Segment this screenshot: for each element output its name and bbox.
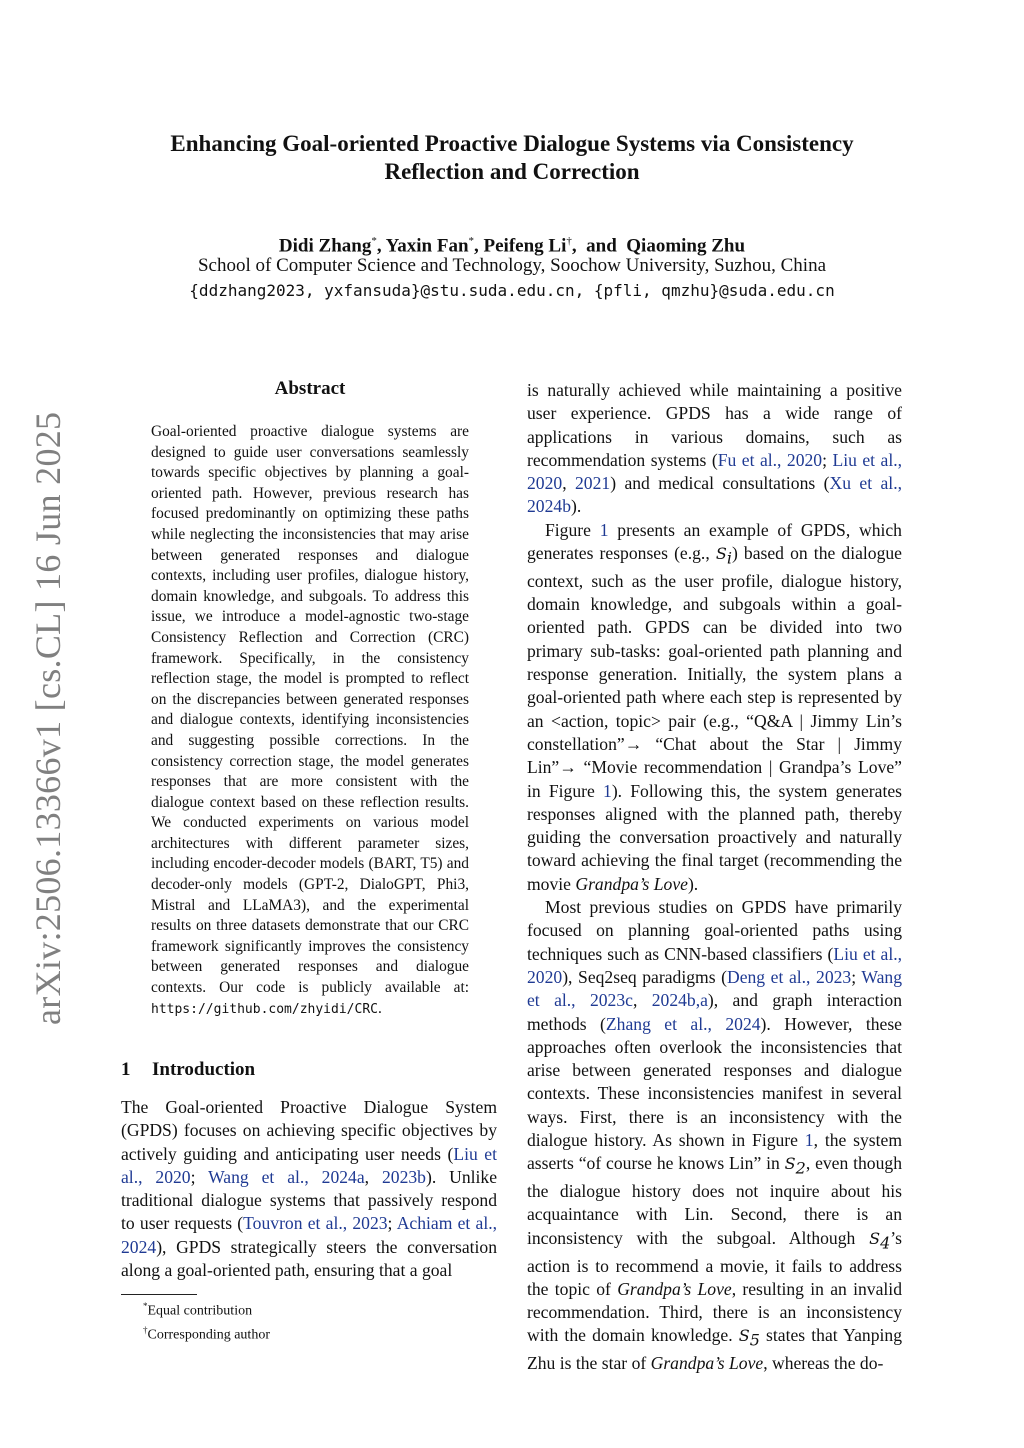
citation-link[interactable]: Xu et al., 2024b — [527, 473, 902, 517]
citation-sep: ; — [190, 1166, 209, 1187]
author-3: Peifeng Li — [483, 235, 567, 257]
citation-link[interactable]: Wang et al., 2024a — [208, 1166, 365, 1187]
title-line-2: Reflection and Correction — [384, 159, 640, 184]
author-2: Yaxin Fan — [385, 235, 469, 257]
citation-sep: , — [632, 990, 652, 1011]
body-text: ). — [570, 496, 582, 517]
body-text: , whereas the do- — [763, 1353, 884, 1374]
math-subscript: 4 — [880, 1233, 891, 1253]
section-number: 1 — [121, 1059, 131, 1080]
citation-link[interactable]: Touvron et al., 2023 — [243, 1213, 388, 1234]
author-list: Didi Zhang*, Yaxin Fan*, Peifeng Li†, and Qiaoming Zhu — [278, 235, 746, 257]
affiliation: School of Computer Science and Technology, Soochow University, Suzhou, China — [197, 255, 827, 276]
citation-link[interactable]: Liu et al., 2020 — [527, 943, 902, 987]
citation-sep: , — [562, 473, 575, 494]
figure-ref-link[interactable]: 1 — [804, 1130, 814, 1151]
section-title: Introduction — [152, 1059, 256, 1080]
author-4: Qiaoming Zhu — [626, 235, 746, 257]
citation-link[interactable]: Achiam et al., 2024 — [121, 1213, 498, 1257]
right-column — [527, 379, 902, 1376]
citation-link[interactable]: Zhang et al., 2024 — [605, 1013, 761, 1034]
intro-text: The Goal-oriented Proactive Dialogue System (GPDS) focuses on achieving specific objectives by actively guiding and anticipating user needs ( — [121, 1097, 497, 1164]
paragraph-previous-studies — [527, 896, 902, 1375]
body-text: ) and medical consultations ( — [610, 473, 830, 494]
math-symbol: S — [715, 544, 727, 564]
body-text: ). Following this, the system generates responses aligned with the planned path, thereby guiding the conversation proactively and naturally toward achieving the final target (recommending the movie — [527, 780, 902, 894]
body-text: ). — [687, 873, 699, 894]
math-subscript: 2 — [795, 1158, 806, 1178]
footnote-2-text: Corresponding author — [147, 1327, 270, 1343]
paragraph-figure-example — [527, 519, 902, 896]
math-symbol: S — [738, 1326, 750, 1346]
author-3-mark: † — [566, 235, 572, 247]
citation-sep: ; — [387, 1213, 397, 1234]
citation-link[interactable]: Fu et al., 2020 — [717, 449, 823, 470]
citation-link[interactable]: Liu et al., 2020 — [121, 1143, 497, 1187]
abstract-heading: Abstract — [274, 378, 346, 399]
body-text: , even though the dialogue history does not inquire about his acquaintance with Lin. Second, there is an inconsistency with the subgoal. Although — [527, 1153, 902, 1248]
body-text: , the system asserts “of course he knows Lin” in — [527, 1130, 903, 1174]
section-heading-introduction — [121, 1058, 501, 1082]
footnotes — [143, 1297, 503, 1344]
body-text: ) based on the dialogue context, such as the user profile, dialogue history, domain knowledge, and subgoals within a goal-oriented path. GPDS can be divided into two primary sub-tasks: goal-oriented path planning and response generation. Initially, the system plans a goal-oriented path where each step is represented by an <action, topic> pair (e.g., “Q&A | Jimmy Lin’s constellation”→ “Chat about the Star | Jimmy Lin”→ “Movie recommendation | Grandpa’s Love” in Figure — [527, 543, 902, 801]
code-link[interactable]: https://github.com/zhyidi/CRC — [151, 1001, 378, 1017]
emphasis-title: Grandpa’s Love — [617, 1278, 732, 1299]
footnote-2-mark: † — [143, 1324, 148, 1335]
math-symbol: S — [784, 1154, 796, 1174]
author-emails: {ddzhang2023, yxfansuda}@stu.suda.edu.cn, {pfli, qmzhu}@suda.edu.cn — [189, 281, 835, 300]
footnote-1-mark: * — [143, 1301, 148, 1311]
author-2-mark: * — [468, 235, 475, 247]
footnote-1 — [143, 1297, 503, 1321]
title-line-1: Enhancing Goal-oriented Proactive Dialogue Systems via Consistency — [170, 131, 854, 156]
footnote-2 — [143, 1321, 503, 1345]
intro-text: ). Unlike traditional dialogue systems that passively respond to user requests ( — [121, 1166, 498, 1234]
citation-link[interactable]: 2021 — [575, 473, 611, 494]
author-1: Didi Zhang — [278, 235, 372, 257]
body-text: ’s action is to recommend a movie, it fails to address the topic of — [527, 1227, 902, 1299]
body-text: Figure — [545, 519, 600, 540]
math-subscript: i — [726, 548, 732, 568]
math-subscript: 5 — [749, 1330, 760, 1350]
math-symbol: S — [869, 1228, 881, 1248]
abstract-text: Goal-oriented proactive dialogue systems are designed to guide user conversations seamlessly towards specific objectives by planning a goal-oriented path. However, previous research has focused predominantly on optimizing these paths while neglecting the inconsistencies that may arise between generated responses and dialogue contexts, including user profiles, dialogue history, domain knowledge, and subgoals. To address this issue, we introduce a model-agnostic two-stage Consistency Reflection and Correction (CRC) framework. Specifically, in the consistency reflection stage, the model is prompted to reflect on the discrepancies between generated responses and dialogue contexts, identifying inconsistencies and suggesting possible corrections. In the consistency correction stage, the model generates responses that are more consistent with the dialogue context based on these reflection results. We conducted experiments on various model architectures with different parameter sizes, including encoder-decoder models (BART, T5) and decoder-only models (GPT-2, DialoGPT, Phi3, Mistral and LLaMA3), and the experimental results on three datasets demonstrate that our CRC framework significantly improves the consistency between generated responses and dialogue contexts. Our code is publicly available at: — [151, 423, 469, 997]
citation-link[interactable]: 2023b — [381, 1166, 426, 1187]
body-text: ). However, these approaches often overlook the inconsistencies that arise between generated responses and dialogue contexts. These inconsistencies manifest in several ways. First, there is an inconsistency with the dialogue history. As shown in Figure — [527, 1013, 902, 1151]
citation-sep: ; — [822, 449, 833, 470]
body-text: states that Yanping Zhu is the star of — [527, 1325, 903, 1374]
citation-link[interactable]: Liu et al., 2020 — [527, 449, 903, 494]
body-text: Most previous studies on GPDS have primarily focused on planning goal-oriented paths using techniques such as CNN-based classifiers ( — [527, 897, 902, 964]
figure-ref-link[interactable]: 1 — [603, 780, 612, 801]
paper-title — [100, 130, 924, 186]
figure-ref-link[interactable]: 1 — [599, 519, 609, 540]
citation-link[interactable]: Deng et al., 2023 — [726, 966, 852, 987]
paragraph-applications — [527, 379, 902, 519]
body-text: ), and graph interaction methods ( — [527, 990, 902, 1034]
citation-link[interactable]: 2024b,a — [651, 990, 708, 1011]
intro-text: ), GPDS strategically steers the conversation along a goal-oriented path, ensuring that a goal — [121, 1236, 497, 1281]
emphasis-title: Grandpa’s Love — [650, 1353, 764, 1374]
body-text: ), Seq2seq paradigms ( — [562, 966, 727, 987]
body-text: , resulting in an invalid recommendation. Third, there is an inconsistency with the domain knowledge. — [527, 1278, 902, 1346]
citation-sep: , — [364, 1166, 382, 1187]
body-text: presents an example of GPDS, which generates responses (e.g., — [527, 519, 902, 564]
body-text: is naturally achieved while maintaining a positive user experience. GPDS has a wide range of applications in various domains, such as recommendation systems ( — [527, 380, 902, 470]
abstract-end: . — [377, 999, 382, 1017]
author-and: and — [586, 235, 617, 257]
citation-link[interactable]: Wang et al., 2023c — [527, 966, 902, 1011]
emphasis-title: Grandpa’s Love — [575, 873, 688, 894]
author-1-mark: * — [371, 235, 377, 247]
footnote-1-text: Equal contribution — [147, 1303, 253, 1319]
citation-sep: ; — [851, 966, 862, 987]
abstract-body — [151, 422, 469, 1020]
intro-paragraph — [121, 1096, 497, 1282]
arxiv-stamp: arXiv:2506.13366v1 [cs.CL] 16 Jun 2025 — [28, 411, 68, 1025]
footnote-rule — [121, 1294, 197, 1295]
